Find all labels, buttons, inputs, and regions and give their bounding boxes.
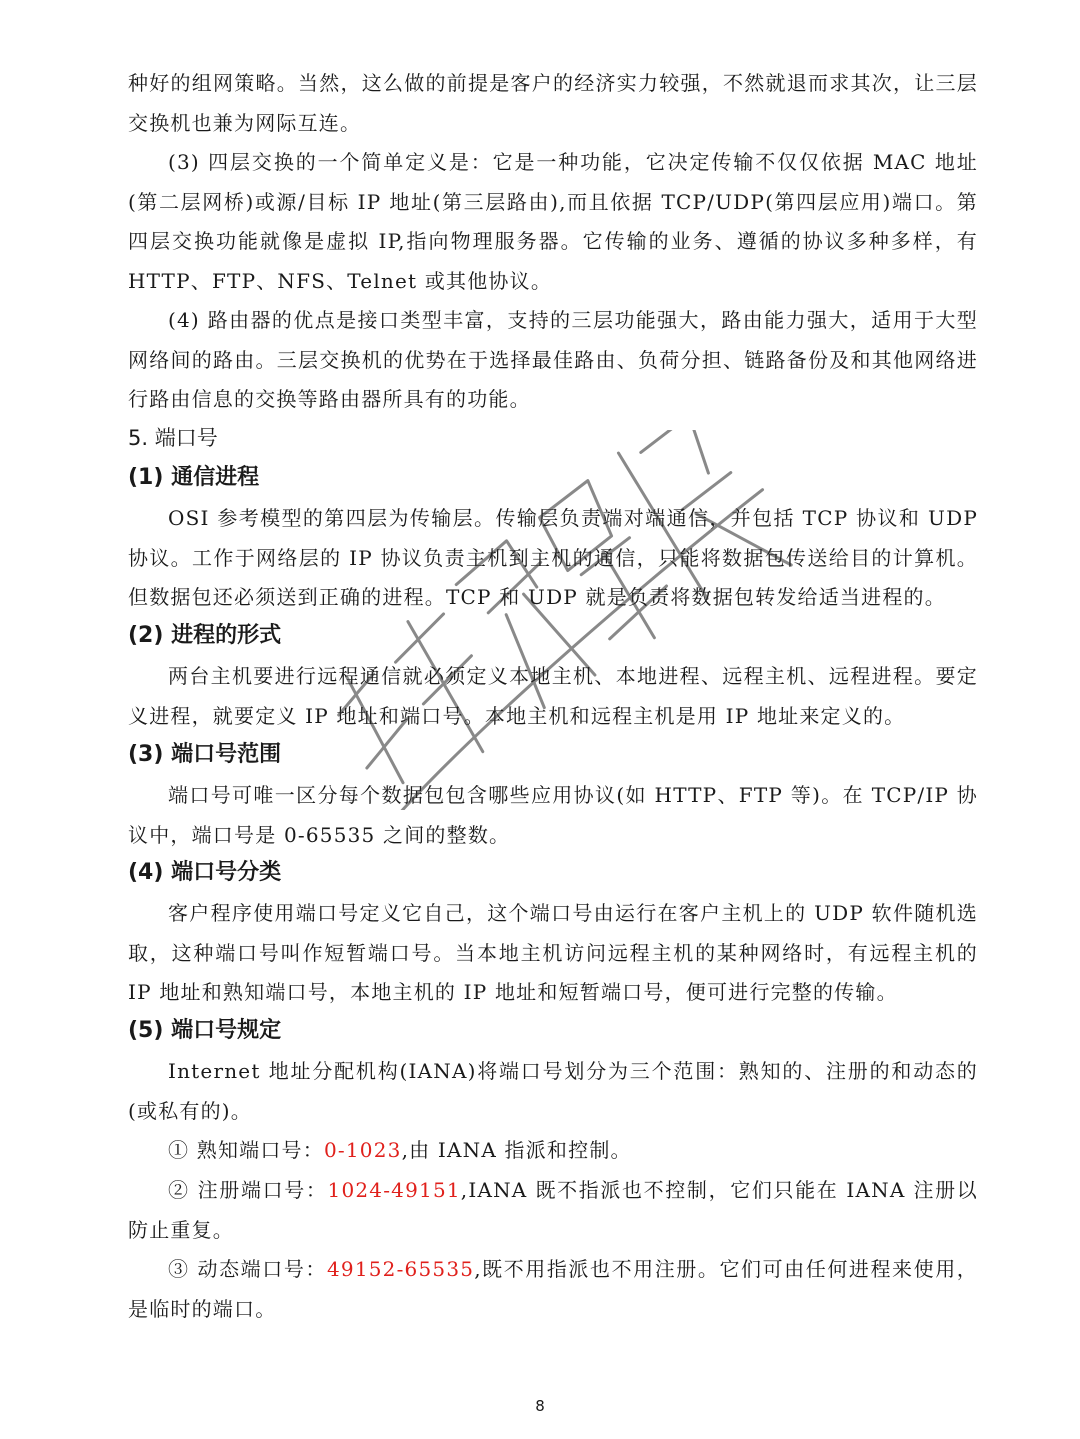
paragraph-port-rules: Internet 地址分配机构(IANA)将端口号划分为三个范围：熟知的、注册的和动态的(或私有的)。: [128, 1059, 978, 1123]
port-label: 注册端口号：: [189, 1178, 328, 1202]
intro-paragraph: 种好的组网策略。当然，这么做的前提是客户的经济实力较强，不然就退而求其次，让三层交换机也兼为网际互连。: [128, 71, 978, 135]
port-description: ,由 IANA 指派和控制。: [401, 1138, 632, 1162]
list-item-well-known-ports: [128, 1131, 978, 1171]
paragraph-communication-process: OSI 参考模型的第四层为传输层。传输层负责端对端通信，并包括 TCP 协议和 UDP 协议。工作于网络层的 IP 协议负责主机到主机的通信，只能将数据包传送给目的计算机。但数据包还必须送到正确的进程。TCP 和 UDP 就是负责将数据包转发给适当进程的。: [128, 506, 978, 609]
port-label: 动态端口号：: [189, 1257, 327, 1281]
item-4-paragraph: (4) 路由器的优点是接口类型丰富，支持的三层功能强大，路由能力强大，适用于大型网络间的路由。三层交换机的优势在于选择最佳路由、负荷分担、链路备份及和其他网络进行路由信息的交换等路由器所具有的功能。: [128, 308, 978, 411]
watermark-graphic: [300, 430, 820, 810]
port-range-highlight: 49152-65535: [326, 1257, 475, 1281]
list-item-registered-ports: [128, 1171, 978, 1250]
list-marker: ②: [168, 1178, 190, 1202]
port-description: ,既不用指派也不用注册。它们可由任何进程来使用，是临时的端口。: [128, 1257, 978, 1321]
section-heading-port-number: 5. 端口号: [128, 426, 218, 450]
list-item-dynamic-ports: [128, 1250, 978, 1329]
item-3-paragraph: (3) 四层交换的一个简单定义是：它是一种功能，它决定传输不仅仅依据 MAC 地址(第二层网桥)或源/目标 IP 地址(第三层路由),而且依据 TCP/UDP(第四层应用)端口。第四层交换功能就像是虚拟 IP,指向物理服务器。它传输的业务、遵循的协议多种多样，有 HTTP、FTP、NFS、Telnet 或其他协议。: [128, 150, 978, 293]
subheading-port-rules: (5) 端口号规定: [128, 1018, 282, 1043]
subheading-port-range: (3) 端口号范围: [128, 742, 282, 767]
subheading-port-classification: (4) 端口号分类: [128, 860, 282, 885]
port-range-highlight: 1024-49151: [327, 1178, 461, 1202]
port-description: ,IANA 既不指派也不控制，它们只能在 IANA 注册以防止重复。: [128, 1178, 979, 1242]
list-marker: ③: [168, 1257, 190, 1281]
subheading-communication-process: (1) 通信进程: [128, 465, 260, 490]
subheading-process-form: (2) 进程的形式: [128, 623, 282, 648]
paragraph-port-range: 端口号可唯一区分每个数据包包含哪些应用协议(如 HTTP、FTP 等)。在 TCP/IP 协议中，端口号是 0-65535 之间的整数。: [128, 783, 978, 847]
paragraph-port-classification: 客户程序使用端口号定义它自己，这个端口号由运行在客户主机上的 UDP 软件随机选取，这种端口号叫作短暂端口号。当本地主机访问远程主机的某种网络时，有远程主机的 IP 地址和熟知端口号，本地主机的 IP 地址和短暂端口号，便可进行完整的传输。: [128, 901, 978, 1004]
list-marker: ①: [168, 1138, 190, 1162]
paragraph-process-form: 两台主机要进行远程通信就必须定义本地主机、本地进程、远程主机、远程进程。要定义进程，就要定义 IP 地址和端口号。本地主机和远程主机是用 IP 地址来定义的。: [128, 664, 978, 728]
port-label: 熟知端口号：: [189, 1138, 324, 1162]
page-number: 8: [535, 1397, 545, 1415]
port-range-highlight: 0-1023: [323, 1138, 402, 1162]
